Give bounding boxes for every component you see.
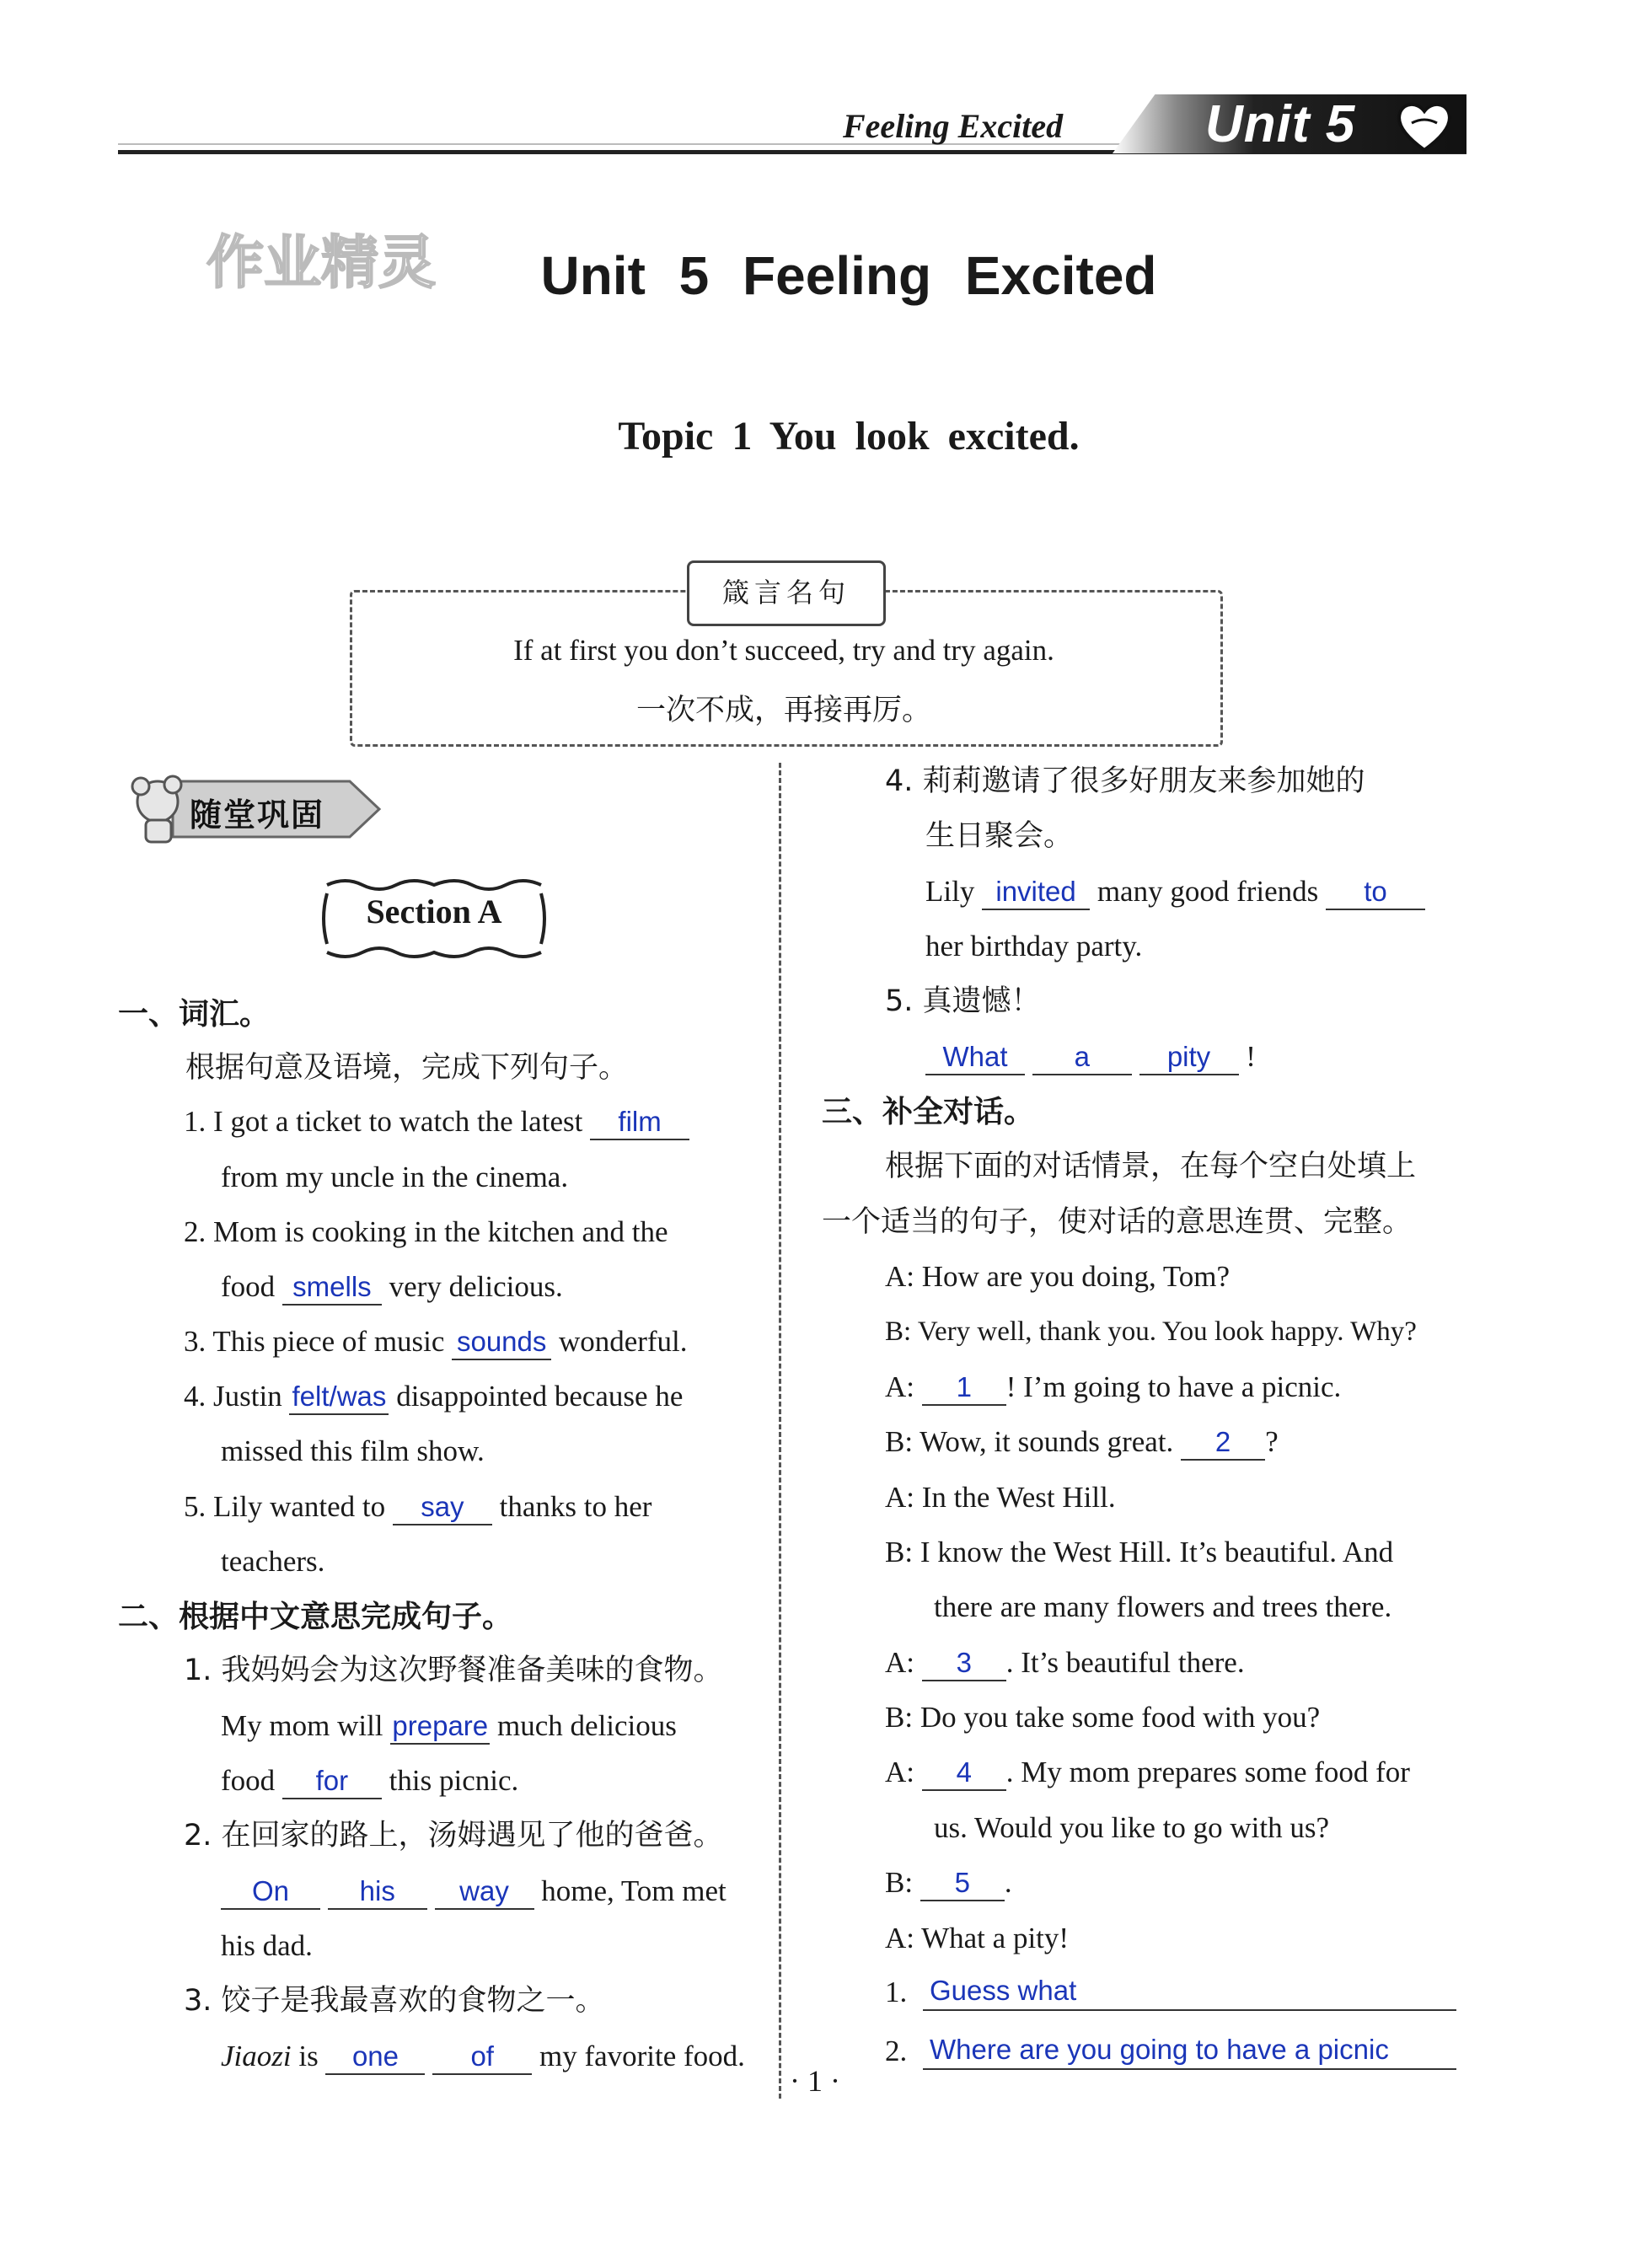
part3-heading: 三、补全对话。 — [822, 1095, 1035, 1129]
p1-q1-line2: from my uncle in the cinema. — [221, 1161, 569, 1193]
page-title: Unit 5 Feeling Excited — [540, 245, 1157, 306]
p2-q2-answer3: way — [435, 1874, 534, 1910]
running-title: Feeling Excited — [843, 107, 1064, 145]
dialog-blank-2: 2 — [1181, 1425, 1265, 1461]
dialog-line-11: us. Would you like to go with us? — [934, 1811, 1330, 1844]
part1-heading: 一、词汇。 — [118, 997, 271, 1032]
dialog-speaker: A: — [885, 1646, 914, 1679]
dialog-line-2: B: Very well, thank you. You look happy. Why? — [885, 1316, 1417, 1347]
p1-q5-line1 — [184, 1487, 651, 1527]
dialog-speaker: A: — [885, 1756, 914, 1788]
dialog-line-13: A: What a pity! — [885, 1922, 1070, 1954]
p1-q1-answer: film — [590, 1105, 689, 1140]
p2-q1-text: My mom will — [221, 1709, 383, 1742]
p2-q4-line1 — [925, 871, 1425, 912]
p2-q4-text2: many good friends — [1096, 875, 1319, 908]
dialog-text: B: Wow, it sounds great. — [885, 1425, 1174, 1458]
p2-q5-answer3: pity — [1139, 1040, 1239, 1075]
dialog-line-8 — [885, 1643, 1245, 1683]
dialog-line-5: A: In the West Hill. — [885, 1481, 1116, 1514]
p1-q4-line1 — [184, 1376, 683, 1417]
p2-q1-text2: much delicious — [497, 1709, 677, 1742]
p1-q5-text2: thanks to her — [499, 1490, 652, 1523]
dialog-blank-5: 5 — [920, 1866, 1005, 1901]
p1-q2-text: food — [221, 1270, 276, 1303]
dialog-text: . — [1004, 1866, 1012, 1899]
answer-1-number: 1. — [885, 1976, 908, 2008]
p2-q2-answer2: his — [328, 1874, 427, 1910]
dialog-line-3 — [885, 1367, 1341, 1407]
dialog-line-1: A: How are you doing, Tom? — [885, 1260, 1231, 1293]
dialog-speaker: A: — [885, 1370, 914, 1403]
p1-q1-line1 — [184, 1102, 689, 1142]
p2-q5-end: ! — [1246, 1040, 1256, 1073]
page-number: · 1 · — [790, 2064, 840, 2098]
column-divider — [779, 763, 781, 2099]
p1-q1-text: 1. I got a ticket to watch the latest — [184, 1105, 583, 1138]
p1-q5-text: 5. Lily wanted to — [184, 1490, 386, 1523]
p2-q4-answer2: to — [1326, 875, 1425, 910]
p1-q2-answer: smells — [282, 1270, 382, 1306]
part3-instruction2: 一个适当的句子，使对话的意思连贯、完整。 — [822, 1205, 1413, 1239]
p2-q1-text3: food — [221, 1764, 276, 1797]
p2-q2-text: home, Tom met — [541, 1874, 727, 1907]
p2-q3-chinese: 3. 饺子是我最喜欢的食物之一。 — [184, 1984, 605, 2018]
dialog-text: . It’s beautiful there. — [1005, 1646, 1245, 1679]
p1-q2-line1: 2. Mom is cooking in the kitchen and the — [184, 1215, 668, 1248]
dialog-blank-1: 1 — [922, 1370, 1006, 1406]
p2-q2-line2: his dad. — [221, 1929, 313, 1962]
p2-q1-chinese: 1. 我妈妈会为这次野餐准备美味的食物。 — [184, 1654, 723, 1687]
p2-q1-line2 — [221, 1761, 518, 1801]
dialog-blank-3: 3 — [922, 1646, 1006, 1681]
motto-english: If at first you don’t succeed, try and try again. — [513, 634, 1054, 667]
p2-q4-chinese2: 生日聚会。 — [925, 819, 1074, 853]
section-label: Section A — [366, 893, 502, 930]
dialog-line-10 — [885, 1752, 1410, 1793]
p2-q3-answer2: of — [432, 2040, 532, 2075]
answer-2-line: Where are you going to have a picnic — [923, 2031, 1456, 2070]
p1-q4-line2: missed this film show. — [221, 1434, 485, 1467]
p2-q4-chinese1: 4. 莉莉邀请了很多好朋友来参加她的 — [885, 764, 1365, 798]
dialog-text: ! I’m going to have a picnic. — [1005, 1370, 1342, 1403]
p2-q1-line1 — [221, 1706, 677, 1746]
dialog-line-12 — [885, 1863, 1012, 1903]
unit-tab-label: Unit 5 — [1205, 95, 1356, 153]
dialog-text: . My mom prepares some food for — [1005, 1756, 1410, 1788]
dialog-line-9: B: Do you take some food with you? — [885, 1701, 1321, 1734]
p1-q3-line1 — [184, 1322, 688, 1362]
part3-instruction1: 根据下面的对话情景，在每个空白处填上 — [885, 1150, 1417, 1183]
p1-q4-text: 4. Justin — [184, 1380, 282, 1413]
dialog-line-4 — [885, 1422, 1279, 1462]
dialog-line-7: there are many flowers and trees there. — [934, 1590, 1392, 1623]
motto-tag: 箴言名句 — [687, 560, 886, 626]
dialog-speaker: B: — [885, 1866, 914, 1899]
p2-q1-answer2: for — [282, 1764, 382, 1799]
p2-q4-answer1: invited — [982, 875, 1090, 910]
p1-q5-line2: teachers. — [221, 1545, 325, 1578]
dialog-text: ? — [1265, 1425, 1279, 1458]
answer-2-number: 2. — [885, 2035, 908, 2067]
p2-q3-text2: my favorite food. — [539, 2040, 745, 2072]
p2-q3-is: is — [298, 2040, 319, 2072]
p2-q2-chinese: 2. 在回家的路上，汤姆遇见了他的爸爸。 — [184, 1819, 723, 1852]
dialog-blank-4: 4 — [922, 1756, 1006, 1791]
p2-q5-chinese: 5. 真遗憾！ — [885, 984, 1041, 1018]
watermark: 作业精灵 — [206, 230, 437, 297]
p2-q5-line1 — [925, 1037, 1256, 1077]
p2-q4-line2: her birthday party. — [925, 930, 1143, 962]
p2-q2-answer1: On — [221, 1874, 320, 1910]
p2-q3-answer1: one — [325, 2040, 425, 2075]
p1-q4-answer: felt/was — [289, 1380, 389, 1415]
p1-q3-text2: wonderful. — [558, 1325, 688, 1358]
p2-q1-text4: this picnic. — [389, 1764, 519, 1797]
p1-q2-text2: very delicious. — [389, 1270, 563, 1303]
p1-q3-text: 3. This piece of music — [184, 1325, 445, 1358]
topic-title: Topic 1 You look excited. — [618, 414, 1080, 458]
p1-q3-answer: sounds — [452, 1325, 551, 1360]
answer-1-line: Guess what — [923, 1972, 1456, 2011]
p2-q5-answer2: a — [1032, 1040, 1132, 1075]
p1-q2-line2 — [221, 1267, 563, 1307]
motto-chinese: 一次不成，再接再厉。 — [635, 694, 931, 727]
p1-q4-text2: disappointed because he — [396, 1380, 684, 1413]
p2-q3-text: Jiaozi — [221, 2040, 292, 2072]
part1-instruction: 根据句意及语境，完成下列句子。 — [185, 1051, 629, 1085]
p2-q2-line1 — [221, 1871, 727, 1911]
part2-heading: 二、根据中文意思完成句子。 — [118, 1600, 513, 1634]
dialog-line-6: B: I know the West Hill. It’s beautiful. And — [885, 1536, 1394, 1568]
badge-label: 随堂巩固 — [190, 796, 325, 834]
heart-icon — [1395, 98, 1454, 153]
p2-q5-answer1: What — [925, 1040, 1025, 1075]
p2-q1-answer1: prepare — [390, 1709, 490, 1745]
p2-q4-text: Lily — [925, 875, 975, 908]
p1-q5-answer: say — [393, 1490, 492, 1525]
